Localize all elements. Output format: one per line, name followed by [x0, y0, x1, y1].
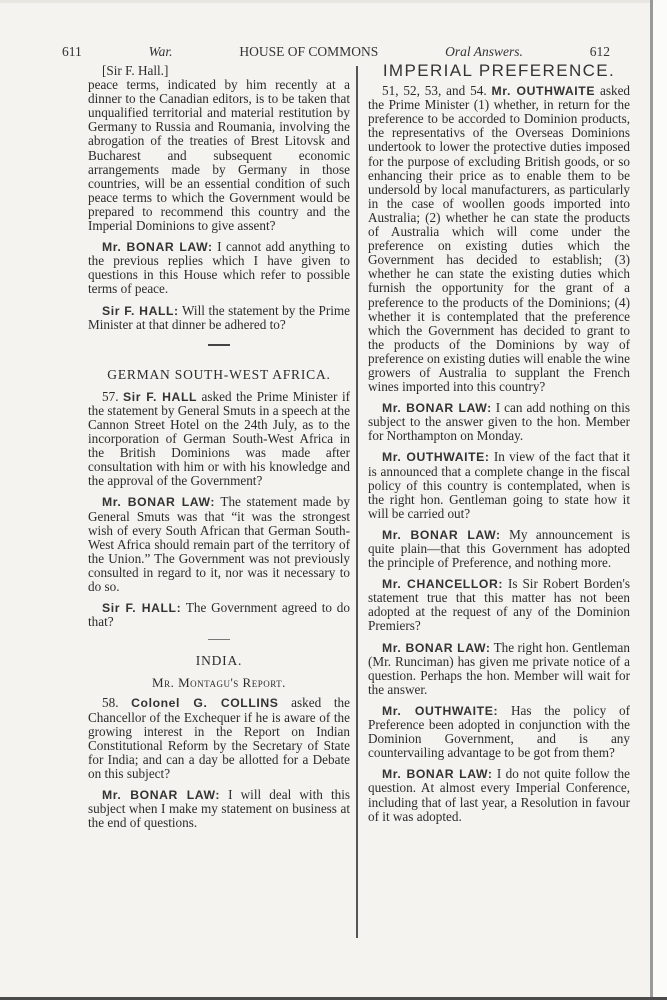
- right-section-title: Oral Answers.: [445, 44, 523, 59]
- page-right-margin: [653, 0, 667, 1000]
- reply-text: The right hon. Gentleman (Mr. Runciman) has given me private notice of a question. Perhaps the hon. Member will wait for the answer.: [368, 639, 630, 697]
- reply-text: Is Sir Robert Borden's statement true that this matter has not been adopted at the request of any of the Dominion Premiers?: [368, 576, 631, 634]
- question-number: 57.: [102, 388, 119, 404]
- question-paragraph: [88, 390, 350, 489]
- question-text: asked the Prime Minister if the statement by General Smuts in a speech at the Cannon Street Hotel on the 24th July, as to the incorporation of German South-West Africa in the British Dominions was made after consultation with him or with his knowledge and the approval of the Government?: [88, 388, 350, 489]
- section-divider-rule: [208, 344, 230, 346]
- question-number: 58.: [102, 695, 119, 711]
- section-heading-german-south-west-africa: GERMAN SOUTH-WEST AFRICA.: [107, 366, 331, 382]
- speaker-name: Mr. OUTHWAITE:: [382, 703, 499, 718]
- speaker-name: Mr. BONAR LAW:: [382, 640, 491, 655]
- reply-paragraph: [88, 495, 350, 594]
- question-text: asked the Chancellor of the Exchequer if he is aware of the growing interest in the Report on Indian Constitutional Reform by the Secretary of State for India; and can a day be allotted for a Debate on this subject?: [88, 695, 350, 781]
- question-number: 51, 52, 53, and 54.: [382, 83, 487, 99]
- reply-paragraph: [368, 450, 630, 520]
- speaker-name: Mr. OUTHWAITE: [491, 84, 596, 99]
- left-section-title: War.: [148, 44, 173, 59]
- reply-text: The statement made by General Smuts was that “it was the strongest wish of every South African that German South-West Africa should remain part of the territory of the Union.” The Government was not previously consulted in regard to it, nor was it necessary to do so.: [88, 494, 350, 594]
- speaker-name: Mr. BONAR LAW:: [102, 240, 213, 255]
- reply-paragraph: [368, 767, 630, 823]
- question-text: asked the Prime Minister (1) whether, in return for the preference to be accorded to Dominion products, the representativs of the Overseas Dominions undertook to lower the protective duties imposed for the purpose of excluding British goods, or so enhancing their price as to enable them to be undersold by local manufacturers, as particularly in the case of woollen goods imported into Australia; (2) whether he can state the products of Australia which will come under the preference on existing duties which the Government has decided to establish; (3) whether he can state the existing duties which furnish the opportunity for the grant of a preference to the products of the Dominions; (4) whether it is contemplated that the preference which the Government has decided to grant to the products of the Dominions by way of preference on existing duties will enable the wine growers of Australia to supplant the French wines imported into this country?: [368, 83, 631, 395]
- reply-paragraph: [368, 528, 630, 570]
- speaker-name: Sir F. HALL:: [102, 601, 182, 616]
- question-paragraph: [368, 84, 630, 394]
- speaker-name: Mr. BONAR LAW:: [382, 527, 501, 542]
- speaker-name: Mr. BONAR LAW:: [102, 788, 221, 803]
- section-heading-imperial-preference: IMPERIAL PREFERENCE.: [382, 61, 616, 80]
- continuation-speaker-ref: [Sir F. Hall.]: [102, 63, 169, 78]
- reply-text: I cannot add anything to the previous replies which I have given to questions in this House which refer to possible terms of peace.: [88, 239, 350, 297]
- speaker-name: Mr. OUTHWAITE:: [382, 450, 490, 465]
- reply-paragraph: [88, 601, 350, 629]
- reply-paragraph: [88, 240, 350, 296]
- question-paragraph: [88, 696, 350, 781]
- publication-title: HOUSE OF COMMONS: [239, 44, 379, 59]
- speaker-name: Mr. CHANCELLOR:: [382, 577, 504, 592]
- subheading-montagu-report: Mr. Montagu's Report.: [152, 675, 286, 691]
- continuation-paragraph: peace terms, indicated by him recently at a dinner to the Canadian editors, is to be taken that unqualified territorial and material restitution by Germany to Russia and Roumania, involving the abrogation of the treaties of Brest Litovsk and Bucharest and subsequent economic arrangements made by Germany in those countries, will be an essential condition of such peace terms to which the Government would be prepared to recommend this country and the Imperial Dominions to give assent?: [88, 77, 350, 234]
- reply-text: Has the policy of Preference been adopted in conjunction with the Dominion Government, and is any countervailing advantage to be got from them?: [368, 702, 630, 761]
- right-page-number: 612: [589, 44, 610, 59]
- reply-text: I do not quite follow the question. At almost every Imperial Conference, including that of last year, a Resolution in favour of it was adopted.: [368, 766, 631, 824]
- reply-text: I will deal with this subject when I make my statement on business at the end of questions.: [88, 787, 350, 831]
- reply-text: I can add nothing on this subject to the answer given to the hon. Member for Northampton on Monday.: [368, 400, 630, 444]
- page-top-edge: [0, 0, 667, 3]
- right-column: [368, 61, 631, 831]
- reply-paragraph: [368, 577, 630, 633]
- reply-paragraph: [88, 304, 350, 332]
- speaker-name: Mr. BONAR LAW:: [382, 401, 492, 416]
- reply-text: The Government agreed to do that?: [88, 600, 350, 630]
- section-heading-india: INDIA.: [195, 653, 243, 669]
- running-head: [62, 44, 610, 60]
- reply-paragraph: [88, 788, 350, 830]
- reply-paragraph: [368, 704, 630, 760]
- speaker-name: Sir F. HALL: [123, 389, 198, 404]
- speaker-name: Mr. BONAR LAW:: [382, 767, 493, 782]
- reply-paragraph: [368, 641, 630, 697]
- reply-paragraph: [368, 401, 630, 443]
- reply-text: My announcement is quite plain—that this Government has adopted the principle of Preference, and nothing more.: [368, 526, 630, 571]
- reply-text: Will the statement by the Prime Minister at that dinner be adhered to?: [88, 302, 350, 332]
- page-binding-edge: [650, 0, 653, 1000]
- speaker-name: Mr. BONAR LAW:: [102, 495, 216, 510]
- left-column: [88, 64, 350, 837]
- speaker-name: Sir F. HALL:: [102, 303, 179, 318]
- reply-text: In view of the fact that it is announced that a complete change in the fiscal policy of this country is contemplated, when is the right hon. Gentleman going to state how it will be carried out?: [368, 449, 630, 521]
- left-page-number: 611: [62, 44, 82, 59]
- section-divider-rule: [208, 639, 230, 640]
- speaker-name: Colonel G. COLLINS: [131, 696, 279, 711]
- column-divider: [356, 66, 358, 938]
